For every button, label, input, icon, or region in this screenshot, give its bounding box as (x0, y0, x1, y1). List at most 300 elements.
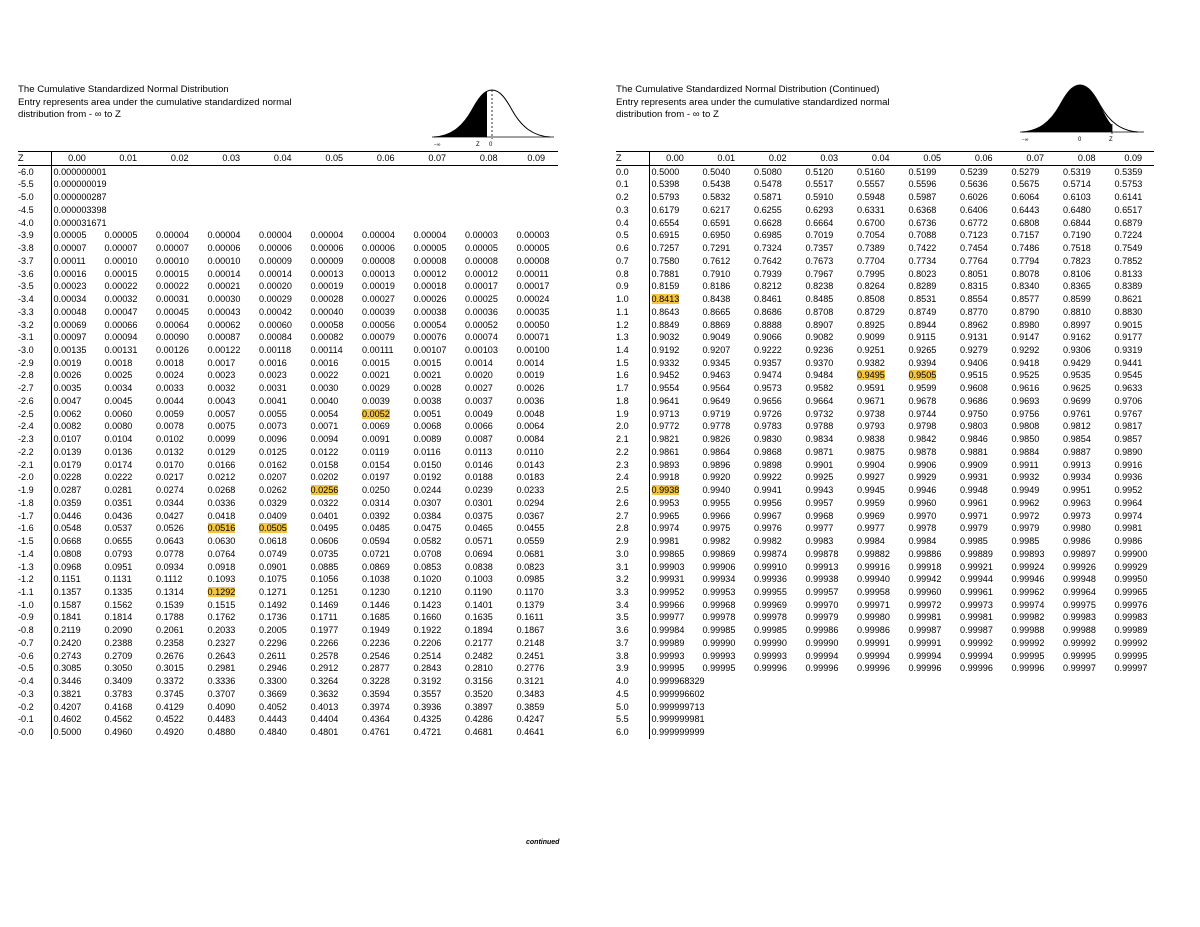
probability-cell: 0.9015 (1114, 319, 1143, 330)
probability-cell: 0.0630 (207, 536, 236, 547)
left-figure-label-zero: 0 (489, 142, 493, 148)
probability-cell: 0.7967 (805, 268, 834, 279)
table-row (616, 701, 1154, 714)
z-value-cell: -0.8 (18, 624, 51, 637)
table-row (616, 178, 1154, 191)
probability-cell: 0.9978 (908, 523, 937, 534)
probability-cell: 0.00107 (413, 345, 447, 356)
probability-cell (1010, 713, 1062, 726)
probability-cell: 0.00010 (207, 255, 241, 266)
probability-cell: 0.99975 (1063, 599, 1096, 610)
probability-cell: 0.9744 (908, 408, 937, 419)
z-value-cell: -1.6 (18, 522, 51, 535)
probability-cell: 0.4013 (310, 701, 339, 712)
probability-cell: 0.4641 (516, 727, 545, 738)
table-row (616, 688, 1154, 701)
column-header: 0.06 (360, 152, 412, 166)
probability-cell: 0.0066 (465, 421, 493, 432)
probability-cell: 0.9850 (1011, 434, 1040, 445)
table-row (18, 662, 558, 675)
probability-cell: 0.0014 (516, 357, 545, 368)
probability-cell: 0.0446 (53, 510, 82, 521)
z-value-cell: 3.4 (616, 599, 649, 612)
probability-cell: 0.0034 (104, 383, 133, 394)
probability-cell: 0.2743 (53, 650, 82, 661)
right-figure-label-zero: 0 (1078, 137, 1082, 143)
probability-cell: 0.0409 (259, 510, 287, 521)
probability-cell: 0.00004 (413, 230, 447, 241)
probability-cell (1113, 675, 1155, 688)
probability-cell: 0.8849 (651, 319, 680, 330)
probability-cell: 0.00038 (413, 306, 447, 317)
probability-cell: 0.00087 (207, 332, 241, 343)
probability-cell: 0.0838 (465, 561, 493, 572)
probability-cell: 0.99983 (1114, 612, 1148, 623)
probability-cell: 0.9884 (1011, 446, 1040, 457)
probability-cell: 0.2061 (156, 625, 184, 636)
probability-cell: 0.1379 (516, 599, 545, 610)
probability-cell: 0.00094 (104, 332, 138, 343)
probability-cell: 0.9525 (1011, 370, 1040, 381)
z-value-cell: -0.1 (18, 713, 51, 726)
probability-cell: 0.000000001 (53, 166, 107, 177)
right-title-line-1: The Cumulative Standardized Normal Distribution (Continued) (616, 84, 880, 95)
z-value-cell: 3.3 (616, 586, 649, 599)
probability-cell (515, 165, 559, 178)
probability-cell: 0.1357 (53, 586, 82, 597)
probability-cell: 0.0082 (53, 421, 82, 432)
probability-cell: 0.0116 (413, 446, 441, 457)
probability-cell: 0.4483 (207, 714, 236, 725)
probability-cell (154, 204, 206, 217)
z-value-cell: -2.1 (18, 459, 51, 472)
z-value-cell: -1.2 (18, 573, 51, 586)
probability-cell: 0.9625 (1063, 383, 1091, 394)
column-header: 0.02 (752, 152, 804, 166)
probability-cell: 0.00005 (104, 230, 138, 241)
table-row (18, 586, 558, 599)
probability-cell: 0.9974 (1114, 510, 1143, 521)
column-header: 0.06 (958, 152, 1010, 166)
probability-cell: 0.8869 (702, 319, 731, 330)
probability-cell: 0.9981 (1114, 523, 1143, 534)
probability-cell (855, 701, 907, 714)
probability-cell: 0.5793 (651, 192, 680, 203)
probability-cell: 0.6064 (1011, 192, 1040, 203)
probability-cell: 0.00004 (259, 230, 292, 241)
probability-cell: 0.9633 (1114, 383, 1143, 394)
probability-cell: 0.0027 (465, 383, 493, 394)
probability-cell: 0.000000287 (53, 192, 107, 203)
probability-cell: 0.5596 (908, 179, 937, 190)
probability-cell: 0.9115 (908, 332, 936, 343)
probability-cell: 0.6808 (1011, 217, 1040, 228)
probability-cell: 0.0301 (465, 497, 493, 508)
probability-cell: 0.99921 (960, 561, 993, 572)
probability-cell: 0.6179 (651, 204, 680, 215)
probability-cell: 0.0104 (104, 434, 133, 445)
probability-cell: 0.99913 (805, 561, 839, 572)
probability-cell: 0.99865 (651, 548, 685, 559)
highlighted-value: 0.0052 (362, 408, 390, 419)
z-value-cell: -2.2 (18, 446, 51, 459)
probability-cell: 0.9901 (805, 459, 834, 470)
z-value-cell: 5.5 (616, 713, 649, 726)
probability-cell: 0.0485 (362, 523, 390, 534)
probability-cell: 0.6915 (651, 230, 680, 241)
probability-cell: 0.2451 (516, 650, 545, 661)
probability-cell: 0.0040 (310, 395, 339, 406)
probability-cell: 0.3336 (207, 676, 236, 687)
probability-cell: 0.00076 (413, 332, 447, 343)
probability-cell: 0.0026 (53, 370, 82, 381)
probability-cell: 0.0062 (53, 408, 82, 419)
probability-cell: 0.00022 (156, 281, 189, 292)
z-value-cell: -2.3 (18, 433, 51, 446)
probability-cell: 0.0047 (53, 395, 82, 406)
probability-cell: 0.99964 (1063, 586, 1096, 597)
probability-cell: 0.9913 (1063, 459, 1091, 470)
z-value-cell: 2.3 (616, 459, 649, 472)
table-row (616, 382, 1154, 395)
probability-cell: 0.99929 (1114, 561, 1148, 572)
probability-cell: 0.0268 (207, 485, 236, 496)
column-header: 0.09 (1113, 152, 1155, 166)
probability-cell: 0.0183 (516, 472, 545, 483)
probability-cell: 0.99993 (702, 650, 736, 661)
probability-cell (1061, 726, 1113, 739)
probability-cell: 0.0107 (53, 434, 82, 445)
probability-cell: 0.0028 (413, 383, 442, 394)
probability-cell (907, 675, 959, 688)
probability-cell: 0.6736 (908, 217, 937, 228)
probability-cell: 0.8686 (754, 306, 782, 317)
probability-cell: 0.9964 (1114, 497, 1143, 508)
probability-cell: 0.00004 (310, 230, 344, 241)
probability-cell: 0.0778 (156, 548, 184, 559)
probability-cell: 0.2578 (310, 650, 339, 661)
probability-cell: 0.00043 (207, 306, 241, 317)
z-value-cell: -2.9 (18, 357, 51, 370)
probability-cell (1061, 701, 1113, 714)
probability-cell: 0.4562 (104, 714, 133, 725)
probability-cell: 0.7881 (651, 268, 680, 279)
probability-cell: 0.1271 (259, 586, 287, 597)
probability-cell: 0.0049 (465, 408, 493, 419)
probability-cell: 0.00019 (310, 281, 344, 292)
highlighted-value: 0.9505 (908, 370, 937, 381)
probability-cell (154, 217, 206, 230)
z-value-cell: -2.5 (18, 408, 51, 421)
left-z-table (18, 151, 558, 739)
probability-cell: 0.0068 (413, 421, 442, 432)
probability-cell (206, 165, 258, 178)
probability-cell: 0.7157 (1011, 230, 1040, 241)
probability-cell (855, 675, 907, 688)
probability-cell (257, 204, 309, 217)
probability-cell: 0.0146 (465, 459, 493, 470)
probability-cell: 0.00017 (516, 281, 550, 292)
probability-cell: 0.9966 (702, 510, 731, 521)
probability-cell (206, 217, 258, 230)
table-row (616, 204, 1154, 217)
z-value-cell: 2.7 (616, 510, 649, 523)
probability-cell (360, 165, 412, 178)
probability-cell: 0.2709 (104, 650, 133, 661)
probability-cell (701, 713, 753, 726)
probability-cell: 0.0036 (516, 395, 545, 406)
probability-cell: 0.0367 (516, 510, 545, 521)
table-row (18, 726, 558, 739)
probability-cell: 0.9732 (805, 408, 834, 419)
probability-cell: 0.3520 (465, 688, 493, 699)
z-value-cell: -1.9 (18, 484, 51, 497)
probability-cell: 0.99926 (1063, 561, 1096, 572)
table-row (18, 395, 558, 408)
z-value-cell: 1.3 (616, 331, 649, 344)
probability-cell: 0.00074 (465, 332, 498, 343)
table-row (616, 675, 1154, 688)
probability-cell: 0.9846 (960, 434, 988, 445)
probability-cell: 0.99958 (857, 586, 890, 597)
probability-cell: 0.99897 (1063, 548, 1096, 559)
probability-cell: 0.8051 (960, 268, 988, 279)
table-row (616, 369, 1154, 382)
probability-cell: 0.9864 (702, 446, 731, 457)
z-value-cell: 2.9 (616, 535, 649, 548)
probability-cell: 0.7580 (651, 255, 680, 266)
probability-cell: 0.99996 (960, 663, 993, 674)
right-z-table (616, 151, 1154, 739)
probability-cell: 0.9898 (754, 459, 782, 470)
z-value-cell: -3.4 (18, 293, 51, 306)
probability-cell: 0.9616 (1011, 383, 1040, 394)
probability-cell: 0.8340 (1011, 281, 1040, 292)
probability-cell (1113, 726, 1155, 739)
probability-cell (206, 178, 258, 191)
probability-cell: 0.9976 (754, 523, 782, 534)
table-row (18, 420, 558, 433)
probability-cell (257, 522, 309, 535)
probability-cell: 0.9177 (1114, 332, 1143, 343)
z-value-cell: 0.5 (616, 229, 649, 242)
probability-cell: 0.7910 (702, 268, 731, 279)
probability-cell: 0.2177 (465, 637, 493, 648)
probability-cell: 0.0401 (310, 510, 339, 521)
probability-cell: 0.0113 (465, 446, 493, 457)
probability-cell: 0.1151 (53, 574, 81, 585)
probability-cell: 0.1003 (465, 574, 493, 585)
probability-cell: 0.9975 (702, 523, 731, 534)
probability-cell: 0.9909 (960, 459, 988, 470)
z-value-cell: -6.0 (18, 165, 51, 178)
probability-cell: 0.0359 (53, 497, 82, 508)
probability-cell: 0.8907 (805, 319, 834, 330)
probability-cell: 0.3300 (259, 676, 287, 687)
z-value-cell: 3.8 (616, 650, 649, 663)
table-row (616, 433, 1154, 446)
probability-cell: 0.99996 (754, 663, 787, 674)
table-row (18, 306, 558, 319)
probability-cell (257, 178, 309, 191)
probability-cell: 0.99987 (960, 625, 993, 636)
probability-cell: 0.00009 (259, 255, 292, 266)
probability-cell: 0.00004 (362, 230, 395, 241)
probability-cell (701, 675, 753, 688)
probability-cell: 0.9793 (857, 421, 885, 432)
probability-cell: 0.0154 (362, 459, 390, 470)
z-value-cell: 1.8 (616, 395, 649, 408)
probability-cell: 0.0418 (207, 510, 236, 521)
table-row (616, 484, 1154, 497)
probability-cell: 0.00040 (310, 306, 344, 317)
probability-cell: 0.4247 (516, 714, 545, 725)
probability-cell: 0.00022 (104, 281, 138, 292)
table-row (616, 293, 1154, 306)
probability-cell: 0.9979 (960, 523, 988, 534)
probability-cell (257, 165, 309, 178)
probability-cell: 0.99988 (1063, 625, 1096, 636)
probability-cell: 0.0749 (259, 548, 287, 559)
probability-cell: 0.9382 (857, 357, 885, 368)
probability-cell: 0.00014 (207, 268, 241, 279)
z-value-cell: 0.7 (616, 255, 649, 268)
z-value-cell: 0.8 (616, 268, 649, 281)
probability-cell: 0.1762 (207, 612, 236, 623)
table-row (18, 535, 558, 548)
table-row (18, 459, 558, 472)
probability-cell: 0.00003 (516, 230, 550, 241)
table-row (616, 420, 1154, 433)
probability-cell: 0.0465 (465, 523, 493, 534)
probability-cell: 0.9452 (651, 370, 680, 381)
probability-cell (1010, 701, 1062, 714)
probability-cell: 0.000000019 (53, 179, 107, 190)
probability-cell: 0.1814 (104, 612, 133, 623)
probability-cell: 0.9893 (651, 459, 680, 470)
z-value-cell: -1.5 (18, 535, 51, 548)
probability-cell: 0.9986 (1063, 536, 1091, 547)
probability-cell: 0.5000 (651, 166, 680, 177)
probability-cell: 0.7486 (1011, 243, 1040, 254)
probability-cell: 0.00069 (53, 319, 87, 330)
probability-cell (412, 178, 464, 191)
probability-cell: 0.8078 (1011, 268, 1040, 279)
probability-cell: 0.0571 (465, 536, 493, 547)
probability-cell: 0.0764 (207, 548, 236, 559)
probability-cell: 0.6443 (1011, 204, 1040, 215)
probability-cell: 0.8810 (1063, 306, 1091, 317)
z-value-cell: -3.6 (18, 268, 51, 281)
probability-cell: 0.8186 (702, 281, 731, 292)
table-row (616, 726, 1154, 739)
column-header: 0.04 (855, 152, 907, 166)
probability-cell: 0.1170 (516, 586, 544, 597)
probability-cell: 0.4602 (53, 714, 82, 725)
probability-cell: 0.6772 (960, 217, 988, 228)
probability-cell: 0.9222 (754, 345, 782, 356)
probability-cell: 0.00054 (413, 319, 447, 330)
probability-cell: 0.999999713 (651, 701, 705, 712)
z-value-cell: 2.4 (616, 471, 649, 484)
probability-cell: 0.0019 (516, 370, 545, 381)
probability-cell: 0.8621 (1114, 294, 1143, 305)
probability-cell: 0.0091 (362, 434, 390, 445)
column-header: 0.08 (463, 152, 515, 166)
probability-cell: 0.8708 (805, 306, 834, 317)
probability-cell (958, 726, 1010, 739)
probability-cell: 0.00015 (104, 268, 138, 279)
probability-cell: 0.7224 (1114, 230, 1143, 241)
probability-cell: 0.9986 (1114, 536, 1143, 547)
probability-cell: 0.9911 (1011, 459, 1039, 470)
probability-cell (309, 204, 361, 217)
probability-cell: 0.0054 (310, 408, 339, 419)
probability-cell (752, 713, 804, 726)
z-value-cell: 4.5 (616, 688, 649, 701)
probability-cell: 0.6950 (702, 230, 731, 241)
probability-cell: 0.8962 (960, 319, 988, 330)
probability-cell (855, 713, 907, 726)
probability-cell (463, 217, 515, 230)
column-header: 0.01 (103, 152, 155, 166)
probability-cell: 0.0274 (156, 485, 184, 496)
probability-cell: 0.9984 (857, 536, 885, 547)
continued-note: continued (526, 839, 560, 846)
highlighted-value: 0.1292 (207, 586, 236, 597)
probability-cell: 0.3228 (362, 676, 390, 687)
probability-cell: 0.00006 (207, 243, 241, 254)
probability-cell: 0.1210 (413, 586, 442, 597)
probability-cell: 0.0139 (53, 446, 82, 457)
probability-cell (752, 726, 804, 739)
probability-cell: 0.9861 (651, 446, 680, 457)
probability-cell: 0.4880 (207, 727, 236, 738)
z-value-cell: 5.0 (616, 701, 649, 714)
probability-cell: 0.7704 (857, 255, 885, 266)
probability-cell: 0.4168 (104, 701, 133, 712)
probability-cell: 0.7389 (857, 243, 885, 254)
probability-cell: 0.0051 (413, 408, 442, 419)
probability-cell: 0.99994 (908, 650, 942, 661)
probability-cell: 0.5080 (754, 166, 782, 177)
probability-cell: 0.9974 (651, 523, 680, 534)
probability-cell: 0.99991 (857, 637, 890, 648)
table-row (18, 497, 558, 510)
table-row (616, 255, 1154, 268)
probability-cell: 0.99976 (1114, 599, 1148, 610)
z-value-cell: 2.1 (616, 433, 649, 446)
table-row (18, 319, 558, 332)
probability-cell: 0.8577 (1011, 294, 1040, 305)
probability-cell: 0.9953 (651, 497, 680, 508)
probability-cell: 0.9931 (960, 472, 988, 483)
probability-cell: 0.0228 (53, 472, 82, 483)
probability-cell: 0.9554 (651, 383, 680, 394)
probability-cell: 0.00079 (362, 332, 395, 343)
probability-cell: 0.2611 (259, 650, 287, 661)
probability-cell: 0.4761 (362, 727, 390, 738)
probability-cell: 0.0023 (259, 370, 287, 381)
probability-cell: 0.99944 (960, 574, 993, 585)
probability-cell: 0.0344 (156, 497, 184, 508)
z-value-cell: 2.0 (616, 420, 649, 433)
probability-cell: 0.00018 (413, 281, 447, 292)
probability-cell: 0.9952 (1114, 485, 1143, 496)
probability-cell: 0.99893 (1011, 548, 1045, 559)
probability-cell: 0.4207 (53, 701, 82, 712)
probability-cell: 0.0392 (362, 510, 390, 521)
